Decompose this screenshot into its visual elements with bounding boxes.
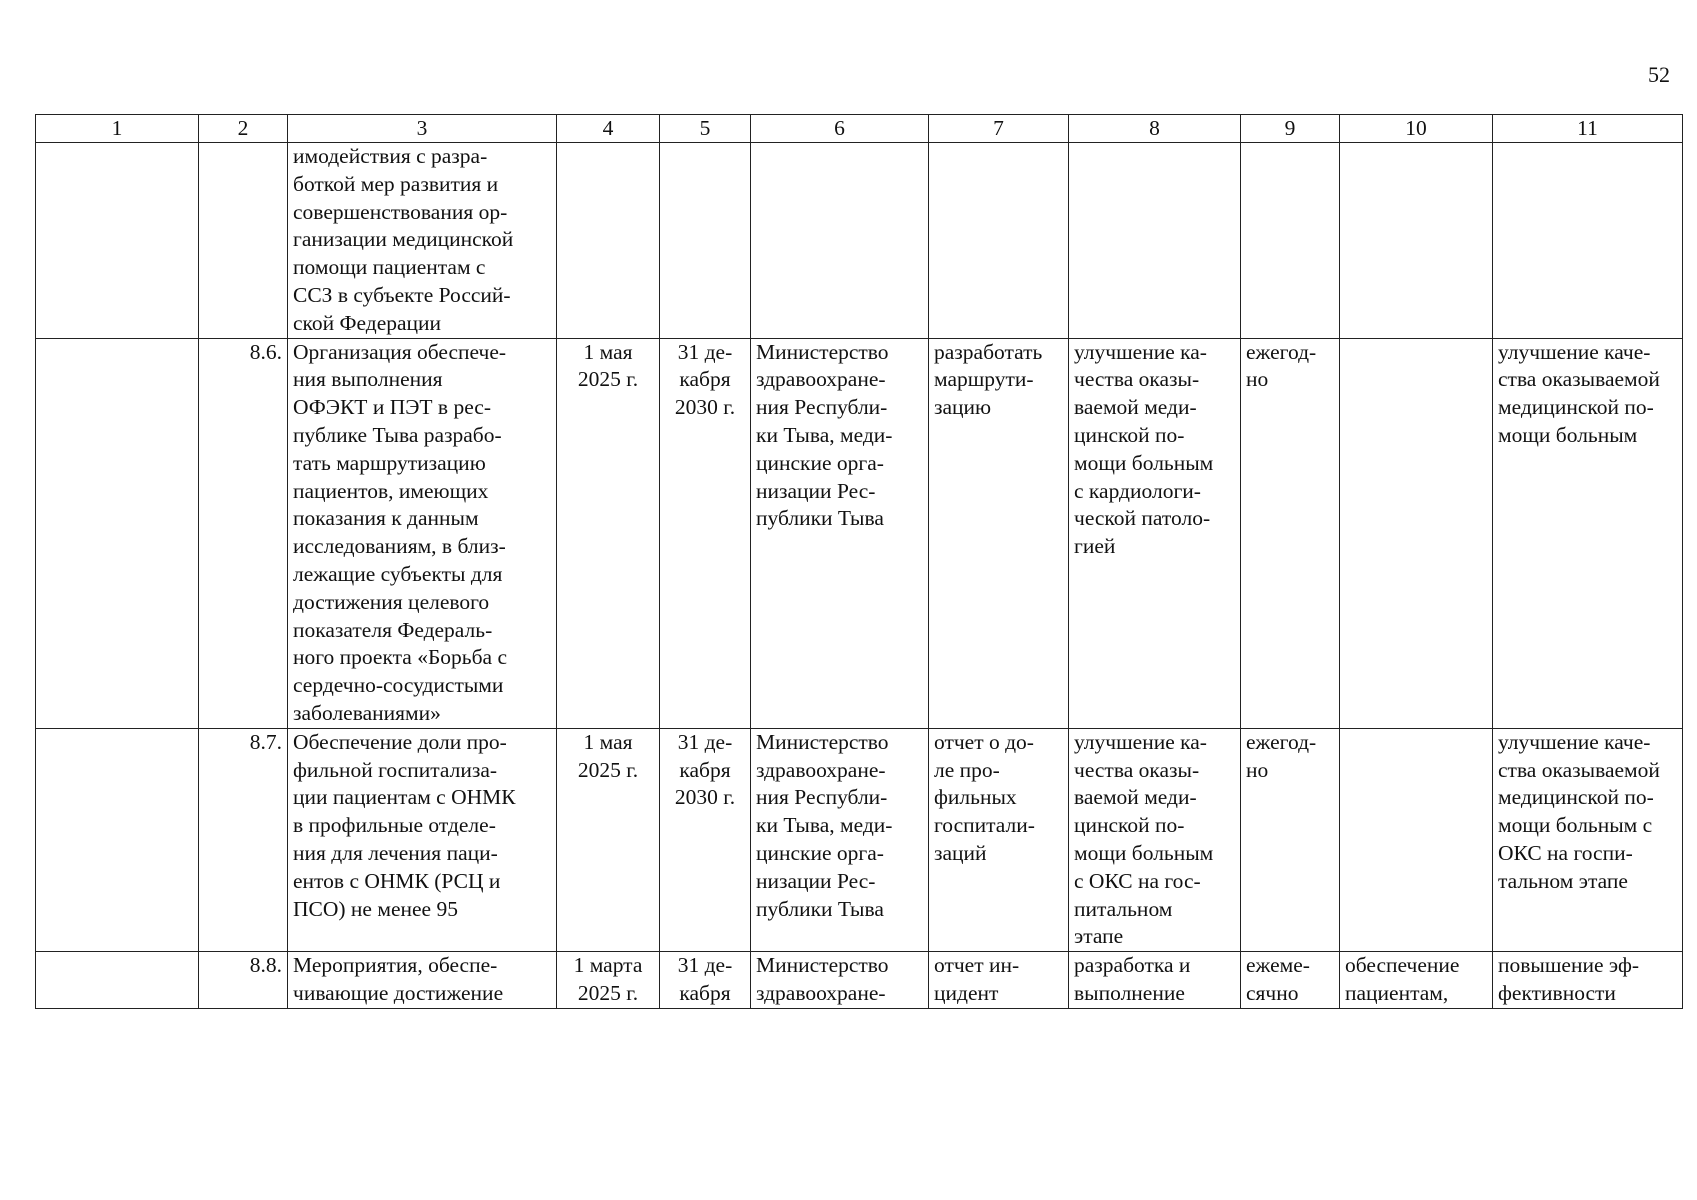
table-row (36, 143, 1683, 339)
cell-line: фильной госпитализа- (293, 757, 498, 782)
cell-line: мощи больным с (1498, 813, 1653, 838)
cell-line: пациентов, имеющих (293, 478, 489, 503)
empty-cell (36, 143, 199, 339)
cell-line: ваемой меди- (1074, 395, 1197, 420)
outcome (1493, 143, 1683, 339)
cell-line: 2025 г. (577, 980, 639, 1005)
cell-line: здравоохране- (756, 367, 886, 392)
cell-line: повышение эф- (1498, 953, 1640, 978)
cell-line: достижения целевого (293, 589, 490, 614)
cell-line: питальном (1074, 896, 1173, 921)
cell-line: ской Федерации (293, 310, 442, 335)
cell-line: ного проекта «Борьба с (293, 645, 508, 670)
cell-line: исследованиям, в близ- (293, 534, 506, 559)
cell-line: ле про- (934, 757, 1000, 782)
responsible-party (751, 338, 929, 728)
cell-line: Министерство (756, 953, 889, 978)
cell-line: имодействия с разра- (293, 144, 488, 168)
column-header: 7 (929, 115, 1069, 143)
cell-line: сердечно-сосудистыми (293, 673, 504, 698)
cell-line: медицинской по- (1498, 785, 1654, 810)
column-header: 2 (199, 115, 288, 143)
cell-line: публики Тыва (756, 506, 884, 531)
empty-cell (36, 338, 199, 728)
cell-line: показателя Федераль- (293, 617, 493, 642)
end-date (660, 728, 751, 951)
cell-line: ния Республи- (756, 785, 888, 810)
cell-line: 31 де- (677, 339, 733, 364)
cell-line: ки Тыва, меди- (756, 422, 893, 447)
cell-line: разработать (934, 339, 1043, 364)
periodicity (1241, 143, 1340, 339)
cell-line: госпитали- (934, 813, 1035, 838)
table-row (36, 338, 1683, 728)
cell-line: Организация обеспече- (293, 339, 507, 364)
column-header: 8 (1069, 115, 1241, 143)
column-number-row (36, 115, 1683, 143)
cell-line: улучшение каче- (1498, 339, 1651, 364)
cell-line: с кардиологи- (1074, 478, 1201, 503)
cell-line: ческой патоло- (1074, 506, 1211, 531)
cell-line: 1 мая (583, 339, 633, 364)
cell-line: но (1246, 757, 1269, 782)
target-indicator (1340, 728, 1493, 951)
cell-line: чества оказы- (1074, 367, 1200, 392)
cell-line: кабря (679, 980, 731, 1005)
cell-line: совершенствования ор- (293, 199, 508, 224)
cell-line: 8.7. (249, 729, 282, 754)
column-header: 10 (1340, 115, 1493, 143)
cell-line: ства оказываемой (1498, 757, 1660, 782)
responsible-party (751, 952, 929, 1009)
cell-line: публике Тыва разрабо- (293, 422, 502, 447)
start-date (557, 143, 660, 339)
cell-line: 1 марта (573, 953, 643, 978)
target-indicator (1340, 143, 1493, 339)
cell-line: выполнение (1074, 980, 1185, 1005)
periodicity (1241, 952, 1340, 1009)
cell-line: в профильные отделе- (293, 813, 496, 838)
cell-line: ПСО) не менее 95 (293, 896, 458, 921)
periodicity (1241, 728, 1340, 951)
item-number (199, 728, 288, 951)
table-body (36, 143, 1683, 1009)
cell-line: публики Тыва (756, 896, 884, 921)
column-header: 3 (288, 115, 557, 143)
cell-line: ОФЭКТ и ПЭТ в рес- (293, 395, 491, 420)
expected-result (1069, 952, 1241, 1009)
cell-line: медицинской по- (1498, 395, 1654, 420)
cell-line: заболеваниями» (293, 700, 441, 725)
cell-line: цидент (934, 980, 999, 1005)
cell-line: цинской по- (1074, 422, 1185, 447)
end-date (660, 143, 751, 339)
item-number (199, 143, 288, 339)
cell-line: мощи больным (1074, 450, 1214, 475)
start-date (557, 338, 660, 728)
cell-line: отчет ин- (934, 953, 1020, 978)
responsible-party (751, 728, 929, 951)
cell-line: ОКС на госпи- (1498, 840, 1633, 865)
end-date (660, 952, 751, 1009)
cell-line: ки Тыва, меди- (756, 813, 893, 838)
cell-line: ежегод- (1246, 339, 1317, 364)
result-form (929, 952, 1069, 1009)
cell-line: этапе (1074, 924, 1124, 949)
cell-line: 31 де- (677, 729, 733, 754)
outcome (1493, 952, 1683, 1009)
cell-line: тальном этапе (1498, 868, 1628, 893)
cell-line: помощи пациентам с (293, 255, 486, 280)
column-header: 1 (36, 115, 199, 143)
column-header: 5 (660, 115, 751, 143)
cell-line: Министерство (756, 729, 889, 754)
cell-line: цинские орга- (756, 840, 884, 865)
cell-line: здравоохране- (756, 757, 886, 782)
cell-line: 8.8. (249, 953, 282, 978)
target-indicator (1340, 338, 1493, 728)
measure-description (288, 338, 557, 728)
cell-line: лежащие субъекты для (293, 561, 503, 586)
cell-line: ганизации медицинской (293, 227, 514, 252)
cell-line: маршрути- (934, 367, 1034, 392)
cell-line: ежегод- (1246, 729, 1317, 754)
cell-line: 2030 г. (674, 785, 736, 810)
cell-line: с ОКС на гос- (1074, 868, 1201, 893)
cell-line: ния Республи- (756, 395, 888, 420)
end-date (660, 338, 751, 728)
cell-line: цинской по- (1074, 813, 1185, 838)
column-header: 9 (1241, 115, 1340, 143)
measure-description (288, 143, 557, 339)
column-header: 4 (557, 115, 660, 143)
column-header: 6 (751, 115, 929, 143)
cell-line: ентов с ОНМК (РСЦ и (293, 868, 501, 893)
cell-line: 2025 г. (577, 367, 639, 392)
cell-line: пациентам, (1345, 980, 1449, 1005)
expected-result (1069, 338, 1241, 728)
cell-line: кабря (679, 367, 731, 392)
cell-line: разработка и (1074, 953, 1191, 978)
cell-line: Министерство (756, 339, 889, 364)
outcome (1493, 728, 1683, 951)
cell-line: заций (934, 840, 987, 865)
responsible-party (751, 143, 929, 339)
periodicity (1241, 338, 1340, 728)
cell-line: улучшение ка- (1074, 729, 1207, 754)
outcome (1493, 338, 1683, 728)
measures-table (35, 114, 1683, 1009)
cell-line: 8.6. (249, 339, 282, 364)
cell-line: отчет о до- (934, 729, 1034, 754)
cell-line: ния выполнения (293, 367, 443, 392)
cell-line: фективности (1498, 980, 1616, 1005)
cell-line: зацию (934, 395, 992, 420)
measure-description (288, 952, 557, 1009)
cell-line: низации Рес- (756, 478, 876, 503)
cell-line: ции пациентам с ОНМК (293, 785, 516, 810)
cell-line: улучшение ка- (1074, 339, 1207, 364)
result-form (929, 728, 1069, 951)
table-row (36, 952, 1683, 1009)
cell-line: ваемой меди- (1074, 785, 1197, 810)
cell-line: Обеспечение доли про- (293, 729, 507, 754)
cell-line: 31 де- (677, 953, 733, 978)
table-row (36, 728, 1683, 951)
cell-line: чивающие достижение (293, 980, 504, 1005)
cell-line: 2025 г. (577, 757, 639, 782)
cell-line: фильных (934, 785, 1017, 810)
empty-cell (36, 728, 199, 951)
cell-line: низации Рес- (756, 868, 876, 893)
cell-line: цинские орга- (756, 450, 884, 475)
empty-cell (36, 952, 199, 1009)
start-date (557, 952, 660, 1009)
cell-line: чества оказы- (1074, 757, 1200, 782)
start-date (557, 728, 660, 951)
column-header: 11 (1493, 115, 1683, 143)
cell-line: гией (1074, 534, 1116, 559)
cell-line: боткой мер развития и (293, 171, 499, 196)
cell-line: ежеме- (1246, 953, 1310, 978)
cell-line: Мероприятия, обеспе- (293, 953, 498, 978)
cell-line: 1 мая (583, 729, 633, 754)
item-number (199, 338, 288, 728)
page-number: 52 (1648, 62, 1670, 87)
cell-line: сячно (1246, 980, 1299, 1005)
cell-line: но (1246, 367, 1269, 392)
cell-line: ства оказываемой (1498, 367, 1660, 392)
cell-line: кабря (679, 757, 731, 782)
cell-line: ССЗ в субъекте Россий- (293, 282, 511, 307)
cell-line: 2030 г. (674, 395, 736, 420)
result-form (929, 338, 1069, 728)
expected-result (1069, 728, 1241, 951)
cell-line: обеспечение (1345, 953, 1460, 978)
cell-line: улучшение каче- (1498, 729, 1651, 754)
measure-description (288, 728, 557, 951)
cell-line: ния для лечения паци- (293, 840, 498, 865)
cell-line: мощи больным (1498, 422, 1638, 447)
cell-line: показания к данным (293, 506, 479, 531)
cell-line: тать маршрутизацию (293, 450, 486, 475)
expected-result (1069, 143, 1241, 339)
item-number (199, 952, 288, 1009)
target-indicator (1340, 952, 1493, 1009)
result-form (929, 143, 1069, 339)
cell-line: мощи больным (1074, 840, 1214, 865)
cell-line: здравоохране- (756, 980, 886, 1005)
